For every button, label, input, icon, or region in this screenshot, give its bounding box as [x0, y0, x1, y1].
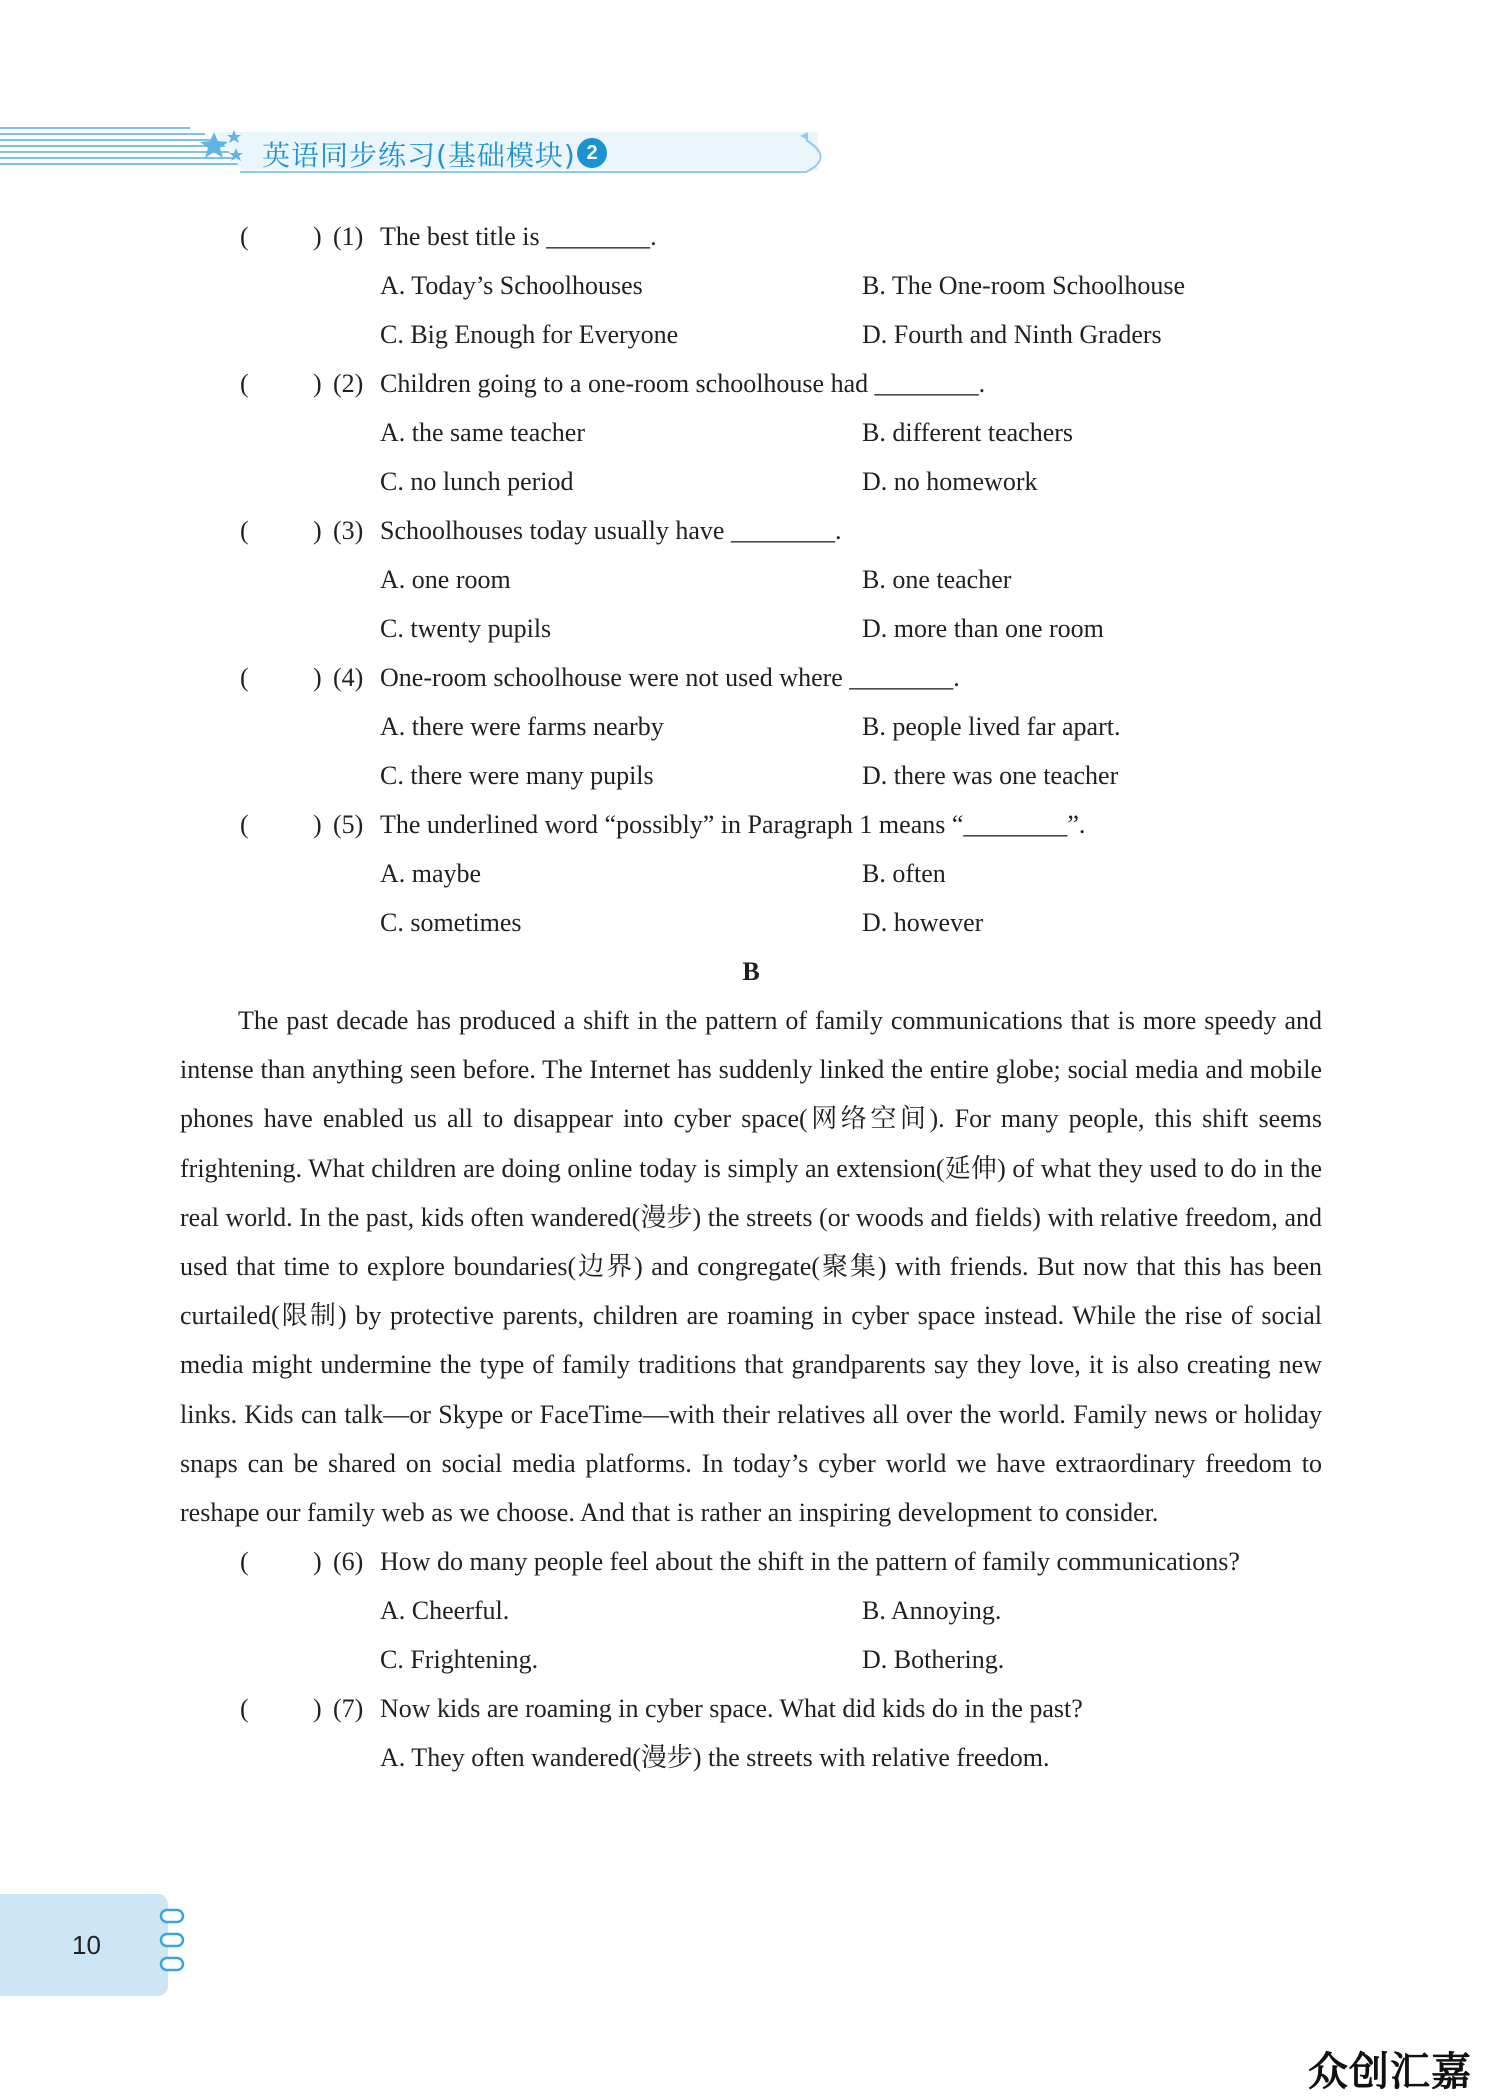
answer-paren-open: (: [240, 369, 249, 398]
watermark: 众创汇嘉: [1308, 2049, 1472, 2095]
question-stem: Schoolhouses today usually have ________.: [380, 516, 842, 545]
question-stem: Now kids are roaming in cyber space. What did kids do in the past?: [380, 1694, 1083, 1724]
question-number: (7): [333, 1694, 364, 1724]
option-a: A. Today’s Schoolhouses: [380, 271, 643, 300]
option-a: A. the same teacher: [380, 418, 586, 447]
passage-text: The past decade has produced a shift in the pattern of family communications that is more speedy and intense than anything seen before. The Internet has suddenly linked the entire globe; social media and mobile phones have enabled us all to disappear into cyber space(网络空间). For many people, this shift seems frightening. What children are doing online today is simply an extension(延伸) of what they used to do in the real world. In the past, kids often wandered(漫步) the streets (or woods and fields) with relative freedom, and used that time to explore boundaries(边界) and congregate(聚集) with friends. But now that this has been curtailed(限制) by protective parents, children are roaming in cyber space instead. While the rise of social media might undermine the type of family traditions that grandparents say they love, it is also creating new links. Kids can talk—or Skype or FaceTime—with their relatives all over the world. Family news or holiday snaps can be shared on social media platforms. In today’s cyber world we have extraordinary freedom to reshape our family web as we choose. And that is rather an inspiring development to consider.: [180, 1006, 1322, 1528]
option-b: B. people lived far apart.: [862, 712, 1121, 741]
option-a: A. They often wandered(漫步) the streets with relative freedom.: [380, 1743, 1050, 1773]
options-row: [180, 310, 1322, 359]
option-a: A. there were farms nearby: [380, 712, 664, 741]
option-c: C. twenty pupils: [380, 614, 552, 643]
answer-paren-open: (: [240, 222, 249, 251]
answer-paren-close: ): [313, 1547, 322, 1577]
option-a: A. Cheerful.: [380, 1596, 510, 1626]
option-c: C. Big Enough for Everyone: [380, 320, 679, 349]
question-block-5: [180, 800, 1322, 947]
question-number: (3): [333, 516, 364, 545]
option-a: A. one room: [380, 565, 511, 594]
options-row: [180, 898, 1322, 947]
option-b: B. often: [862, 859, 946, 888]
options-row: [180, 1733, 1322, 1782]
option-a: A. maybe: [380, 859, 482, 888]
option-c: C. there were many pupils: [380, 761, 654, 790]
options-row: [180, 751, 1322, 800]
options-row: [180, 408, 1322, 457]
option-b: B. Annoying.: [862, 1596, 1002, 1626]
question-number: (4): [333, 663, 364, 692]
option-b: B. one teacher: [862, 565, 1012, 594]
question-row: [180, 1684, 1322, 1733]
answer-paren-open: (: [240, 1547, 249, 1577]
options-row: [180, 261, 1322, 310]
option-d: D. Bothering.: [862, 1645, 1005, 1675]
options-row: [180, 849, 1322, 898]
question-number: (6): [333, 1547, 364, 1577]
page-number: 10: [72, 1930, 101, 1960]
reading-passage-b: [180, 996, 1322, 1537]
section-b-heading: B: [742, 957, 760, 986]
answer-paren-close: ): [313, 516, 322, 545]
answer-paren-close: ): [313, 222, 322, 251]
page-content: [180, 212, 1322, 1782]
answer-paren-close: ): [313, 810, 322, 839]
question-number: (5): [333, 810, 364, 839]
option-d: D. however: [862, 908, 984, 937]
answer-paren-open: (: [240, 1694, 249, 1724]
book-title: 英语同步练习(基础模块): [262, 139, 576, 172]
option-d: D. more than one room: [862, 614, 1104, 643]
question-stem: The best title is ________.: [380, 222, 657, 251]
volume-badge: 2: [577, 138, 607, 168]
question-stem: One-room schoolhouse were not used where ________.: [380, 663, 960, 692]
question-row: [180, 506, 1322, 555]
answer-paren-close: ): [313, 369, 322, 398]
question-row: [180, 1537, 1322, 1586]
options-row: [180, 1635, 1322, 1684]
answer-paren-open: (: [240, 516, 249, 545]
question-block-4: [180, 653, 1322, 800]
question-row: [180, 653, 1322, 702]
question-block-6: [180, 1537, 1322, 1684]
question-row: [180, 212, 1322, 261]
question-number: (1): [333, 222, 364, 251]
answer-paren-open: (: [240, 663, 249, 692]
option-c: C. no lunch period: [380, 467, 574, 496]
option-b: B. different teachers: [862, 418, 1074, 447]
option-b: B. The One-room Schoolhouse: [862, 271, 1186, 300]
question-stem: The underlined word “possibly” in Paragraph 1 means “________”.: [380, 810, 1086, 839]
option-c: C. sometimes: [380, 908, 522, 937]
answer-paren-close: ): [313, 663, 322, 692]
options-row: [180, 457, 1322, 506]
question-block-1: [180, 212, 1322, 359]
question-block-2: [180, 359, 1322, 506]
option-d: D. there was one teacher: [862, 761, 1119, 790]
answer-paren-open: (: [240, 810, 249, 839]
option-d: D. no homework: [862, 467, 1038, 496]
option-c: C. Frightening.: [380, 1645, 539, 1675]
question-block-3: [180, 506, 1322, 653]
question-stem: Children going to a one-room schoolhouse had ________.: [380, 369, 986, 398]
answer-paren-close: ): [313, 1694, 322, 1724]
question-row: [180, 359, 1322, 408]
question-stem: How do many people feel about the shift in the pattern of family communications?: [380, 1547, 1240, 1577]
options-row: [180, 702, 1322, 751]
options-row: [180, 604, 1322, 653]
options-row: [180, 555, 1322, 604]
question-row: [180, 800, 1322, 849]
option-d: D. Fourth and Ninth Graders: [862, 320, 1162, 349]
question-block-7: [180, 1684, 1322, 1782]
binder-rings-icon: [158, 1906, 188, 1986]
options-row: [180, 1586, 1322, 1635]
question-number: (2): [333, 369, 364, 398]
